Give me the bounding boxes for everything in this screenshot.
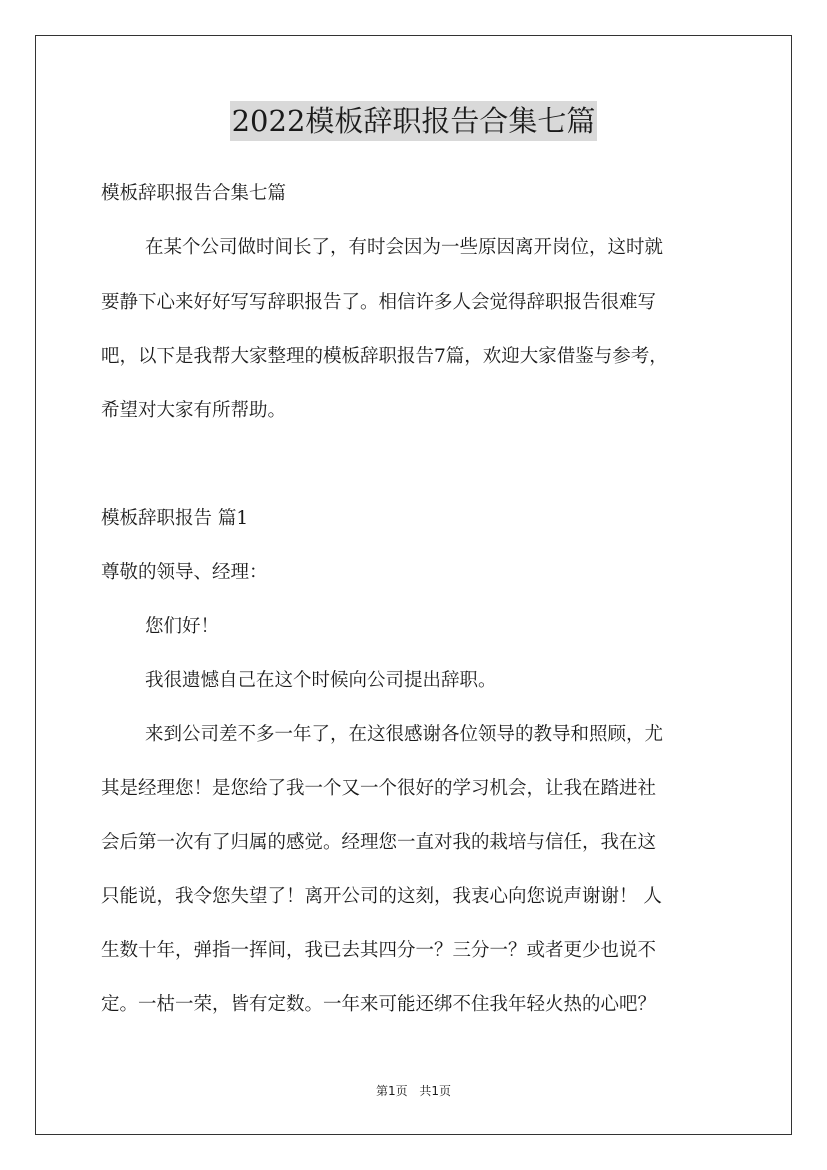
intro-line-1: 在某个公司做时间长了，有时会因为一些原因离开岗位，这时就	[145, 237, 664, 258]
paragraph-2-line-3: 会后第一次有了归属的感觉。经理您一直对我的栽培与信任，我在这	[101, 832, 657, 853]
paragraph-2-line-1: 来到公司差不多一年了，在这很感谢各位领导的教导和照顾，尤	[145, 724, 664, 745]
intro-line-3: 吧，以下是我帮大家整理的模板辞职报告7篇，欢迎大家借鉴与参考，	[101, 346, 668, 367]
intro-line-4: 希望对大家有所帮助。	[101, 400, 287, 421]
section-heading: 模板辞职报告 篇1	[101, 508, 249, 529]
paragraph-2-line-6: 定。一枯一荣，皆有定数。一年来可能还绑不住我年轻火热的心吧？	[101, 994, 657, 1015]
greeting: 您们好！	[145, 616, 220, 637]
salutation: 尊敬的领导、经理：	[101, 562, 268, 583]
document-title: 2022模板辞职报告合集七篇	[230, 101, 598, 141]
paragraph-2-line-2: 其是经理您！是您给了我一个又一个很好的学习机会，让我在踏进社	[101, 778, 657, 799]
page-footer	[0, 1082, 827, 1099]
paragraph-1: 我很遗憾自己在这个时候向公司提出辞职。	[145, 670, 497, 691]
intro-line-2: 要静下心来好好写写辞职报告了。相信许多人会觉得辞职报告很难写	[101, 292, 657, 313]
paragraph-2-line-4: 只能说，我令您失望了！离开公司的这刻，我衷心向您说声谢谢！ 人	[101, 886, 662, 907]
page-number-current: 第1页	[375, 1084, 408, 1098]
document-subtitle: 模板辞职报告合集七篇	[101, 183, 287, 204]
title-container	[0, 101, 827, 141]
paragraph-2-line-5: 生数十年，弹指一挥间，我已去其四分一？三分一？或者更少也说不	[101, 940, 657, 961]
page-number-total: 共1页	[419, 1084, 452, 1098]
